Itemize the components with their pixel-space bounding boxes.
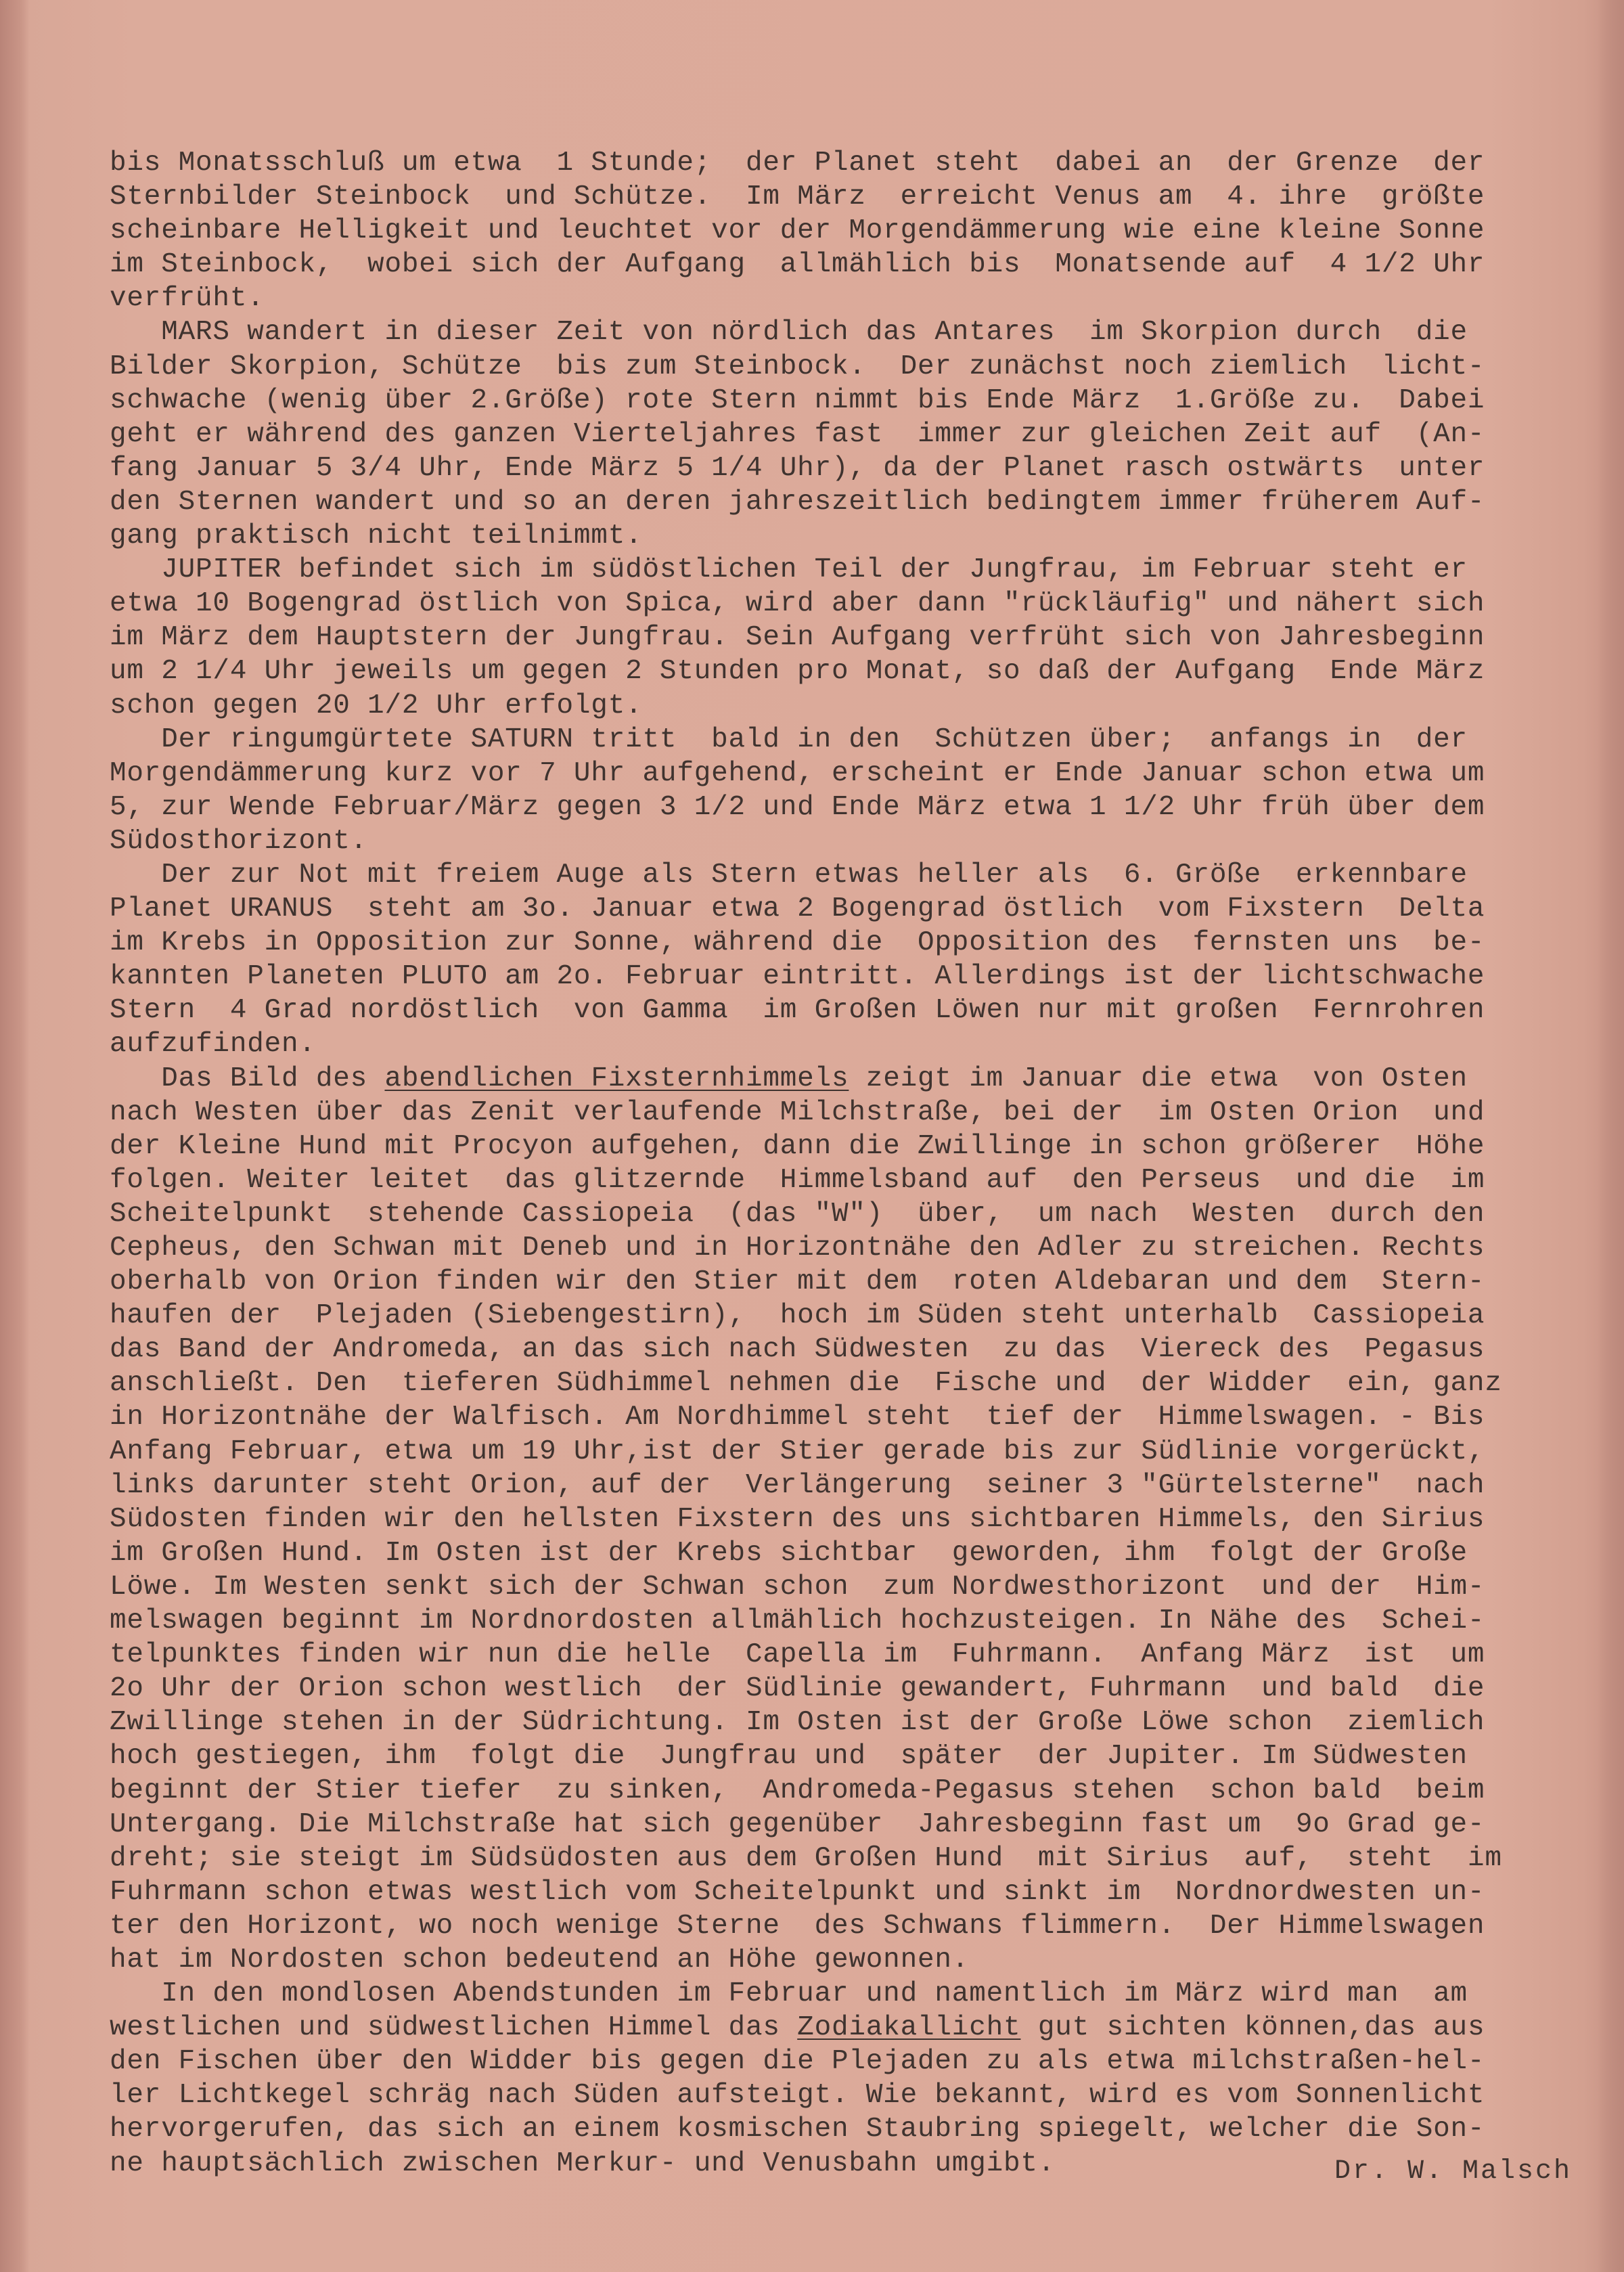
page-left-edge bbox=[0, 0, 30, 2272]
text-line: telpunktes finden wir nun die helle Capella im Fuhrmann. Anfang März ist um bbox=[110, 1639, 1485, 1671]
text-line: In den mondlosen Abendstunden im Februar und namentlich im März wird man am bbox=[110, 1978, 1468, 2010]
text-line: ne hauptsächlich zwischen Merkur- und Venusbahn umgibt. bbox=[110, 2147, 1056, 2179]
text-line: fang Januar 5 3/4 Uhr, Ende März 5 1/4 Uhr), da der Planet rasch ostwärts unter bbox=[110, 452, 1485, 484]
text-line: der Kleine Hund mit Procyon aufgehen, dann die Zwillinge in schon größerer Höhe bbox=[110, 1130, 1485, 1162]
text-line: im Krebs in Opposition zur Sonne, während die Opposition des fernsten uns be- bbox=[110, 927, 1485, 959]
text-line: im Steinbock, wobei sich der Aufgang allmählich bis Monatsende auf 4 1/2 Uhr bbox=[110, 249, 1485, 281]
text-line: Der zur Not mit freiem Auge als Stern etwas heller als 6. Größe erkennbare bbox=[110, 859, 1468, 891]
text-line: Anfang Februar, etwa um 19 Uhr,ist der Stier gerade bis zur Südlinie vorgerückt, bbox=[110, 1435, 1485, 1467]
text-line: haufen der Plejaden (Siebengestirn), hoch im Süden steht unterhalb Cassiopeia bbox=[110, 1300, 1485, 1332]
text-line: gang praktisch nicht teilnimmt. bbox=[110, 520, 643, 552]
text-line: hat im Nordosten schon bedeutend an Höhe gewonnen. bbox=[110, 1944, 970, 1976]
text-line: ter den Horizont, wo noch wenige Sterne des Schwans flimmern. Der Himmelswagen bbox=[110, 1910, 1485, 1942]
text-line: anschließt. Den tieferen Südhimmel nehmen die Fische und der Widder ein, ganz bbox=[110, 1368, 1502, 1400]
text-line: hervorgerufen, das sich an einem kosmischen Staubring spiegelt, welcher die Son- bbox=[110, 2114, 1485, 2145]
text-line: dreht; sie steigt im Südsüdosten aus dem Großen Hund mit Sirius auf, steht im bbox=[110, 1842, 1502, 1874]
text-line: Der ringumgürtete SATURN tritt bald in den Schützen über; anfangs in der bbox=[110, 723, 1468, 755]
text-line: kannten Planeten PLUTO am 2o. Februar eintritt. Allerdings ist der lichtschwache bbox=[110, 961, 1485, 993]
text-line: 5, zur Wende Februar/März gegen 3 1/2 und Ende März etwa 1 1/2 Uhr früh über dem bbox=[110, 791, 1485, 823]
text-line: Untergang. Die Milchstraße hat sich gegenüber Jahresbeginn fast um 9o Grad ge- bbox=[110, 1808, 1485, 1840]
text-line: im März dem Hauptstern der Jungfrau. Sein Aufgang verfrüht sich von Jahresbeginn bbox=[110, 622, 1485, 654]
text-line: Löwe. Im Westen senkt sich der Schwan schon zum Nordwesthorizont und der Him- bbox=[110, 1571, 1485, 1603]
text-line: JUPITER befindet sich im südöstlichen Teil der Jungfrau, im Februar steht er bbox=[110, 554, 1468, 586]
text-line: Das Bild des abendlichen Fixsternhimmels zeigt im Januar die etwa von Osten bbox=[110, 1063, 1468, 1094]
text-line: Stern 4 Grad nordöstlich von Gamma im Großen Löwen nur mit großen Fernrohren bbox=[110, 995, 1485, 1027]
text-line: hoch gestiegen, ihm folgt die Jungfrau und später der Jupiter. Im Südwesten bbox=[110, 1741, 1468, 1773]
text-line: Bilder Skorpion, Schütze bis zum Steinbock. Der zunächst noch ziemlich licht- bbox=[110, 351, 1485, 382]
text-line: verfrüht. bbox=[110, 283, 265, 315]
text-line: beginnt der Stier tiefer zu sinken, Andromeda-Pegasus stehen schon bald beim bbox=[110, 1775, 1485, 1806]
text-line: westlichen und südwestlichen Himmel das Zodiakallicht gut sichten können,das aus bbox=[110, 2012, 1485, 2044]
text-line: Zwillinge stehen in der Südrichtung. Im Osten ist der Große Löwe schon ziemlich bbox=[110, 1707, 1485, 1739]
text-line: etwa 10 Bogengrad östlich von Spica, wird aber dann "rückläufig" und nähert sich bbox=[110, 588, 1485, 620]
text-line: um 2 1/4 Uhr jeweils um gegen 2 Stunden pro Monat, so daß der Aufgang Ende März bbox=[110, 656, 1485, 688]
text-line: nach Westen über das Zenit verlaufende Milchstraße, bei der im Osten Orion und bbox=[110, 1096, 1485, 1128]
text-line: schon gegen 20 1/2 Uhr erfolgt. bbox=[110, 690, 643, 721]
text-line: Fuhrmann schon etwas westlich vom Scheitelpunkt und sinkt im Nordnordwesten un- bbox=[110, 1876, 1485, 1908]
text-line: MARS wandert in dieser Zeit von nördlich das Antares im Skorpion durch die bbox=[110, 317, 1468, 349]
text-line: bis Monatsschluß um etwa 1 Stunde; der Planet steht dabei an der Grenze der bbox=[110, 148, 1485, 179]
text-line: links darunter steht Orion, auf der Verlängerung seiner 3 "Gürtelsterne" nach bbox=[110, 1469, 1485, 1501]
text-line: das Band der Andromeda, an das sich nach Südwesten zu das Viereck des Pegasus bbox=[110, 1334, 1485, 1366]
text-line: geht er während des ganzen Vierteljahres fast immer zur gleichen Zeit auf (An- bbox=[110, 418, 1485, 450]
text-line: ler Lichtkegel schräg nach Süden aufsteigt. Wie bekannt, wird es vom Sonnenlicht bbox=[110, 2080, 1485, 2112]
text-line: Sternbilder Steinbock und Schütze. Im März erreicht Venus am 4. ihre größte bbox=[110, 181, 1485, 213]
text-line: Planet URANUS steht am 3o. Januar etwa 2 Bogengrad östlich vom Fixstern Delta bbox=[110, 893, 1485, 925]
text-line: Morgendämmerung kurz vor 7 Uhr aufgehend, erscheint er Ende Januar schon etwa um bbox=[110, 757, 1485, 789]
text-line: den Sternen wandert und so an deren jahreszeitlich bedingtem immer früherem Auf- bbox=[110, 486, 1485, 518]
text-line: im Großen Hund. Im Osten ist der Krebs sichtbar geworden, ihm folgt der Große bbox=[110, 1537, 1468, 1569]
text-line: oberhalb von Orion finden wir den Stier mit dem roten Aldebaran und dem Stern- bbox=[110, 1266, 1485, 1298]
text-line: 2o Uhr der Orion schon westlich der Südlinie gewandert, Fuhrmann und bald die bbox=[110, 1673, 1485, 1705]
text-line: schwache (wenig über 2.Größe) rote Stern nimmt bis Ende März 1.Größe zu. Dabei bbox=[110, 384, 1485, 416]
underlined-term: abendlichen Fixsternhimmels bbox=[384, 1063, 849, 1094]
text-line: Südosten finden wir den hellsten Fixstern des uns sichtbaren Himmels, den Sirius bbox=[110, 1503, 1485, 1535]
author-signature: Dr. W. Malsch bbox=[1334, 2156, 1573, 2187]
page-right-edge bbox=[1597, 0, 1624, 2272]
text-line: Scheitelpunkt stehende Cassiopeia (das "W") über, um nach Westen durch den bbox=[110, 1198, 1485, 1230]
text-line: aufzufinden. bbox=[110, 1029, 316, 1061]
underlined-term: Zodiakallicht bbox=[797, 2012, 1021, 2044]
text-line: in Horizontnähe der Walfisch. Am Nordhimmel steht tief der Himmelswagen. - Bis bbox=[110, 1402, 1485, 1433]
text-line: Cepheus, den Schwan mit Deneb und in Horizontnähe den Adler zu streichen. Rechts bbox=[110, 1232, 1485, 1264]
text-line: den Fischen über den Widder bis gegen die Plejaden zu als etwa milchstraßen-hel- bbox=[110, 2046, 1485, 2078]
text-line: scheinbare Helligkeit und leuchtet vor der Morgendämmerung wie eine kleine Sonne bbox=[110, 215, 1485, 247]
article-body bbox=[110, 146, 1571, 2181]
text-line: Südosthorizont. bbox=[110, 825, 368, 857]
text-line: folgen. Weiter leitet das glitzernde Himmelsband auf den Perseus und die im bbox=[110, 1164, 1485, 1196]
text-line: melswagen beginnt im Nordnordosten allmählich hochzusteigen. In Nähe des Schei- bbox=[110, 1605, 1485, 1637]
